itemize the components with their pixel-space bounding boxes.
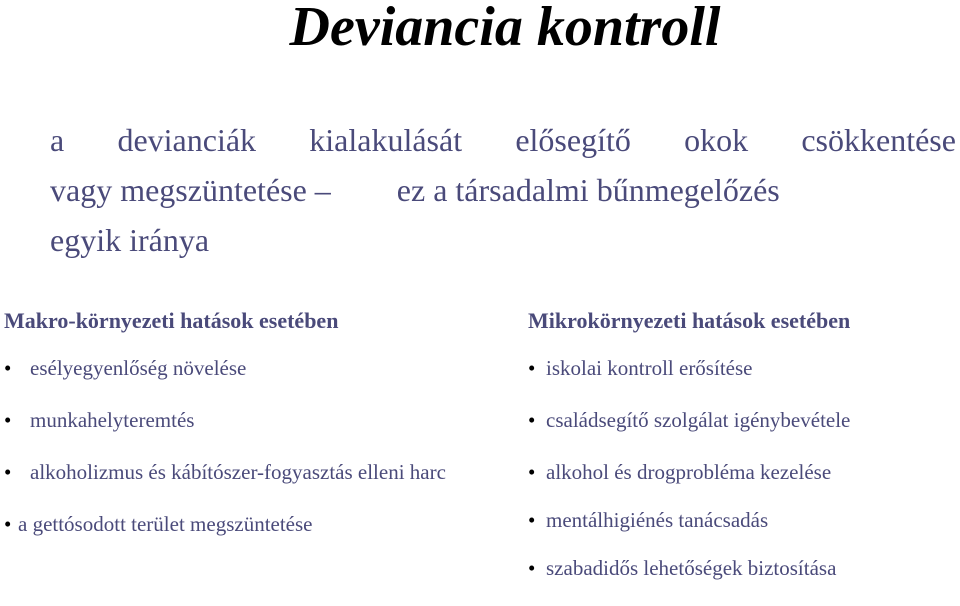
micro-column (528, 306, 960, 606)
intro-word: csökkentése (801, 122, 956, 158)
bullet-icon: • (528, 460, 536, 484)
bullet-icon: • (4, 460, 12, 484)
intro-word: kialakulását (309, 122, 463, 158)
bullet-icon: • (528, 356, 536, 380)
bullet-icon: • (4, 356, 12, 380)
slide-title: Deviancia kontroll (289, 0, 721, 58)
intro-paragraph (50, 115, 956, 265)
list-item-text: alkohol és drogprobléma kezelése (546, 460, 832, 484)
list-item (528, 406, 960, 434)
list-item-text: esélyegyenlőség növelése (30, 356, 247, 380)
list-item (4, 458, 504, 486)
micro-heading: Mikrokörnyezeti hatások esetében (528, 308, 851, 333)
list-item-text: szabadidős lehetőségek biztosítása (546, 556, 837, 580)
list-item-text: alkoholizmus és kábítószer-fogyasztás elleni harc (30, 460, 446, 484)
list-item (528, 506, 960, 534)
intro-line-2-left: vagy megszüntetése – (50, 172, 331, 208)
bullet-icon: • (528, 556, 536, 580)
list-item (4, 406, 504, 434)
list-item-text: a gettósodott terület megszüntetése (18, 512, 313, 536)
list-item (528, 458, 960, 486)
bullet-icon: • (4, 408, 12, 432)
list-item (4, 354, 504, 382)
list-item (528, 554, 960, 582)
list-item-text: munkahelyteremtés (30, 408, 195, 432)
intro-line-2 (50, 165, 956, 215)
macro-list (4, 354, 504, 538)
intro-line-1 (50, 115, 956, 165)
micro-list (528, 354, 960, 582)
intro-line-3: egyik iránya (50, 222, 210, 258)
macro-column (4, 306, 504, 538)
intro-word: okok (684, 122, 749, 158)
intro-word: a (50, 122, 65, 158)
bullet-icon: • (528, 508, 536, 532)
intro-word: elősegítő (515, 122, 631, 158)
bullet-icon: • (528, 408, 536, 432)
list-item (4, 510, 504, 538)
intro-word: devianciák (117, 122, 257, 158)
macro-heading: Makro-környezeti hatások esetében (4, 308, 339, 333)
intro-line-2-right: ez a társadalmi bűnmegelőzés (396, 172, 780, 208)
list-item (528, 354, 960, 382)
list-item-text: iskolai kontroll erősítése (546, 356, 753, 380)
list-item-text: családsegítő szolgálat igénybevétele (546, 408, 851, 432)
bullet-icon: • (4, 512, 12, 536)
list-item-text: mentálhigiénés tanácsadás (546, 508, 769, 532)
